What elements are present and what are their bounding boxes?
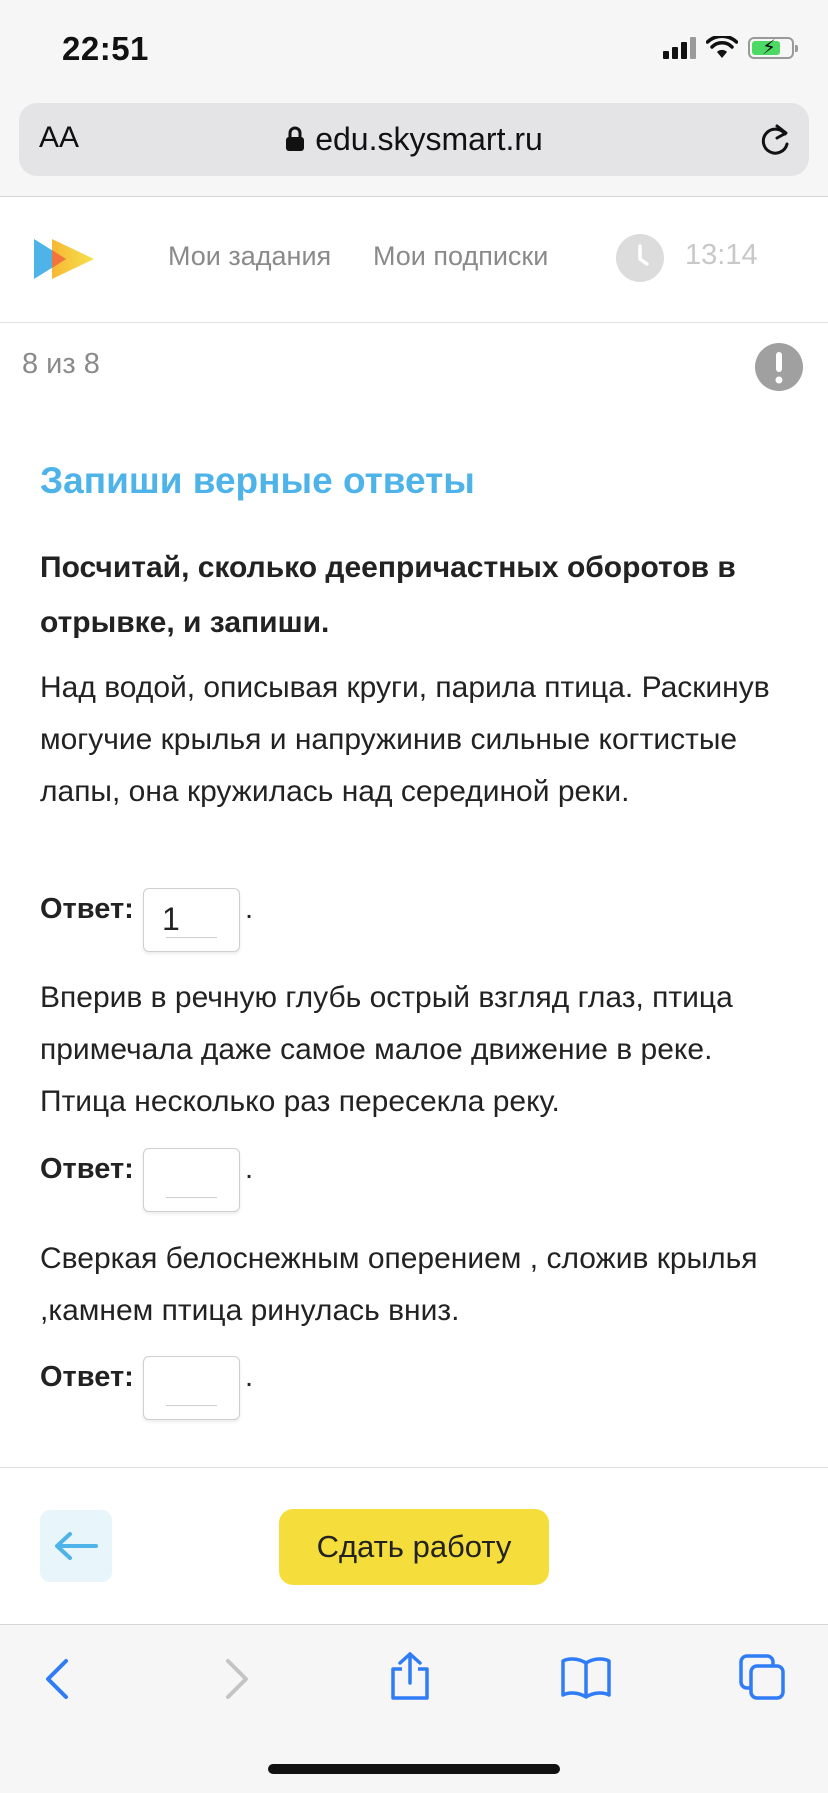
answer-suffix-3: . [245, 1361, 254, 1393]
clock-icon [616, 234, 664, 282]
answer-underline [166, 1405, 217, 1406]
answer-suffix-1: . [245, 893, 254, 925]
url-display[interactable] [19, 121, 809, 158]
lock-icon [285, 126, 305, 152]
answer-label-2: Ответ: [40, 1153, 134, 1185]
nav-my-subscriptions[interactable]: Мои подписки [373, 241, 549, 271]
address-bar[interactable] [19, 103, 809, 176]
task-instruction: Посчитай, сколько деепричастных оборотов в отрывке, и запиши. [40, 551, 736, 639]
battery-charging-icon: ⚡ [748, 37, 794, 59]
browser-address-area [0, 100, 828, 197]
tabs-icon[interactable] [738, 1653, 786, 1701]
forward-icon[interactable] [222, 1657, 252, 1701]
answer-input-3[interactable] [143, 1356, 240, 1420]
previous-task-button[interactable] [40, 1510, 112, 1582]
url-text: edu.skysmart.ru [315, 121, 543, 157]
task-counter: 8 из 8 [22, 348, 100, 380]
passage-3: Сверкая белоснежным оперением , сложив крылья ,камнем птица ринулась вниз. [40, 1242, 758, 1327]
answer-underline [166, 1197, 217, 1198]
share-icon[interactable] [388, 1651, 432, 1701]
answer-suffix-2: . [245, 1153, 254, 1185]
status-icons [663, 36, 794, 60]
skysmart-logo-icon[interactable] [30, 235, 96, 283]
answer-label-3: Ответ: [40, 1361, 134, 1393]
nav-my-tasks[interactable]: Мои задания [168, 241, 332, 271]
reload-icon[interactable] [757, 120, 793, 158]
status-bar [0, 0, 828, 100]
arrow-left-icon [52, 1530, 100, 1562]
timer-value: 13:14 [685, 239, 758, 271]
text-size-button[interactable]: AA [39, 121, 80, 154]
status-time: 22:51 [62, 30, 149, 67]
site-header [0, 197, 828, 323]
answer-label-1: Ответ: [40, 893, 134, 925]
answer-value-1: 1 [162, 901, 180, 937]
answer-input-1[interactable] [143, 888, 240, 952]
answer-input-2[interactable] [143, 1148, 240, 1212]
signal-icon [663, 37, 696, 59]
report-issue-icon[interactable] [755, 343, 803, 391]
back-icon[interactable] [42, 1657, 72, 1701]
task-title: Запиши верные ответы [40, 460, 475, 501]
passage-2: Вперив в речную глубь острый взгляд глаз, птица примечала даже самое малое движение в реке. Птица несколько раз пересекла реку. [40, 981, 733, 1118]
home-indicator[interactable] [268, 1764, 560, 1774]
passage-1: Над водой, описывая круги, парила птица. Раскинув могучие крылья и напружинив сильные когтистые лапы, она кружилась над серединой реки. [40, 671, 770, 808]
footer-divider [0, 1467, 828, 1468]
wifi-icon [706, 36, 738, 60]
submit-work-button[interactable]: Сдать работу [279, 1509, 549, 1585]
bookmarks-icon[interactable] [560, 1655, 612, 1699]
answer-underline [166, 937, 217, 938]
